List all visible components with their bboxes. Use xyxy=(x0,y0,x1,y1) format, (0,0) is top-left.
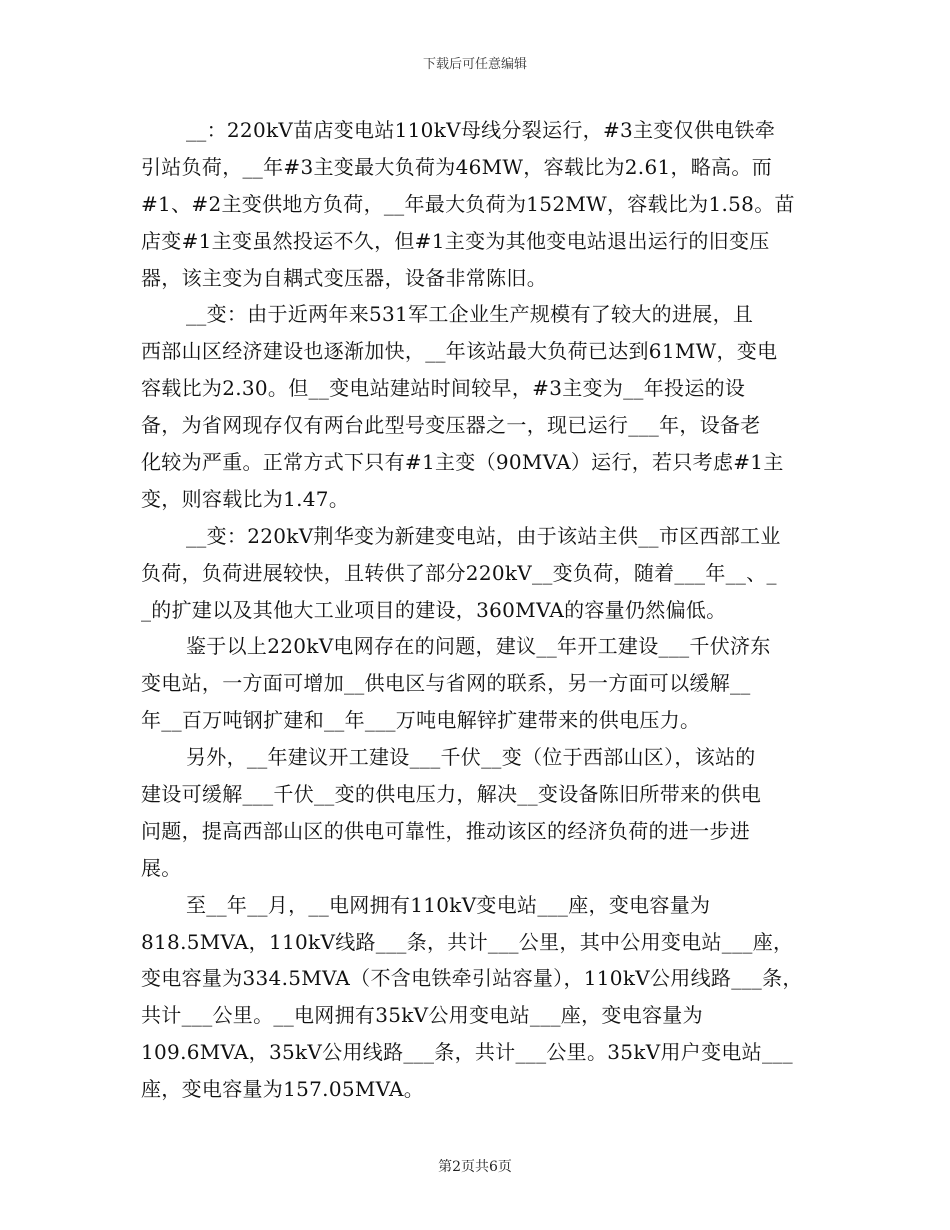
page-header: 下载后可任意编辑 xyxy=(422,57,527,72)
text-line: 818.5MVA，110kV线路___条，共计___公里，其中公用变电站___座， xyxy=(141,929,794,954)
text-line: 鉴于以上220kV电网存在的问题，建议__年开工建设___千伏济东 xyxy=(186,634,771,659)
text-line: 建设可缓解___千伏__变的供电压力，解决__变设备陈旧所带来的供电 xyxy=(141,782,762,807)
text-line: 109.6MVA，35kV公用线路___条，共计___公里。35kV用户变电站___ xyxy=(141,1040,793,1065)
page-number: 第2页共6页 xyxy=(438,1159,512,1175)
text-line: 年__百万吨钢扩建和__年___万吨电解锌扩建带来的供电压力。 xyxy=(141,708,701,733)
text-line: __：220kV苗店变电站110kV母线分裂运行，#3主变仅供电铁牵 xyxy=(186,118,776,142)
text-line: 西部山区经济建设也逐渐加快，__年该站最大负荷已达到61MW，变电 xyxy=(141,339,778,364)
text-line: 负荷，负荷进展较快，且转供了部分220kV__变负荷，随着___年__、_ xyxy=(141,560,777,585)
text-line: 店变#1主变虽然投运不久，但#1主变为其他变电站退出运行的旧变压 xyxy=(141,228,770,253)
text-line: 另外，__年建议开工建设___千伏__变（位于西部山区），该站的 xyxy=(186,745,756,770)
text-line: 变电站，一方面可增加__供电区与省网的联系，另一方面可以缓解__ xyxy=(141,671,751,696)
text-line: 器，该主变为自耦式变压器，设备非常陈旧。 xyxy=(141,265,547,290)
text-line: 问题，提高西部山区的供电可靠性，推动该区的经济负荷的进一步进 xyxy=(141,818,750,843)
text-line: __变：由于近两年来531军工企业生产规模有了较大的进展，且 xyxy=(186,302,754,327)
text-line: 共计___公里。__电网拥有35kV公用变电站___座，变电容量为 xyxy=(141,1003,703,1028)
text-line: 至__年__月，__电网拥有110kV变电站___座，变电容量为 xyxy=(186,892,711,917)
text-line: 展。 xyxy=(141,855,182,880)
text-line: 容载比为2.30。但__变电站建站时间较早，#3主变为__年投运的设 xyxy=(141,376,746,401)
text-line: 变，则容载比为1.47。 xyxy=(141,486,350,511)
text-line: _的扩建以及其他大工业项目的建设，360MVA的容量仍然偏低。 xyxy=(141,597,727,622)
document-body xyxy=(141,112,816,1108)
text-line: 备，为省网现存仅有两台此型号变压器之一，现已运行___年，设备老 xyxy=(141,413,761,438)
text-line: __变：220kV荆华变为新建变电站，由于该站主供__市区西部工业 xyxy=(186,523,781,548)
text-line: 化较为严重。正常方式下只有#1主变（90MVA）运行，若只考虑#1主 xyxy=(141,450,784,475)
text-line: 座，变电容量为157.05MVA。 xyxy=(141,1077,425,1102)
text-line: 变电容量为334.5MVA（不含电铁牵引站容量），110kV公用线路___条， xyxy=(141,966,803,991)
text-line: #1、#2主变供地方负荷，__年最大负荷为152MW，容载比为1.58。苗 xyxy=(141,191,795,216)
text-line: 引站负荷，__年#3主变最大负荷为46MW，容载比为2.61，略高。而 xyxy=(141,154,772,179)
